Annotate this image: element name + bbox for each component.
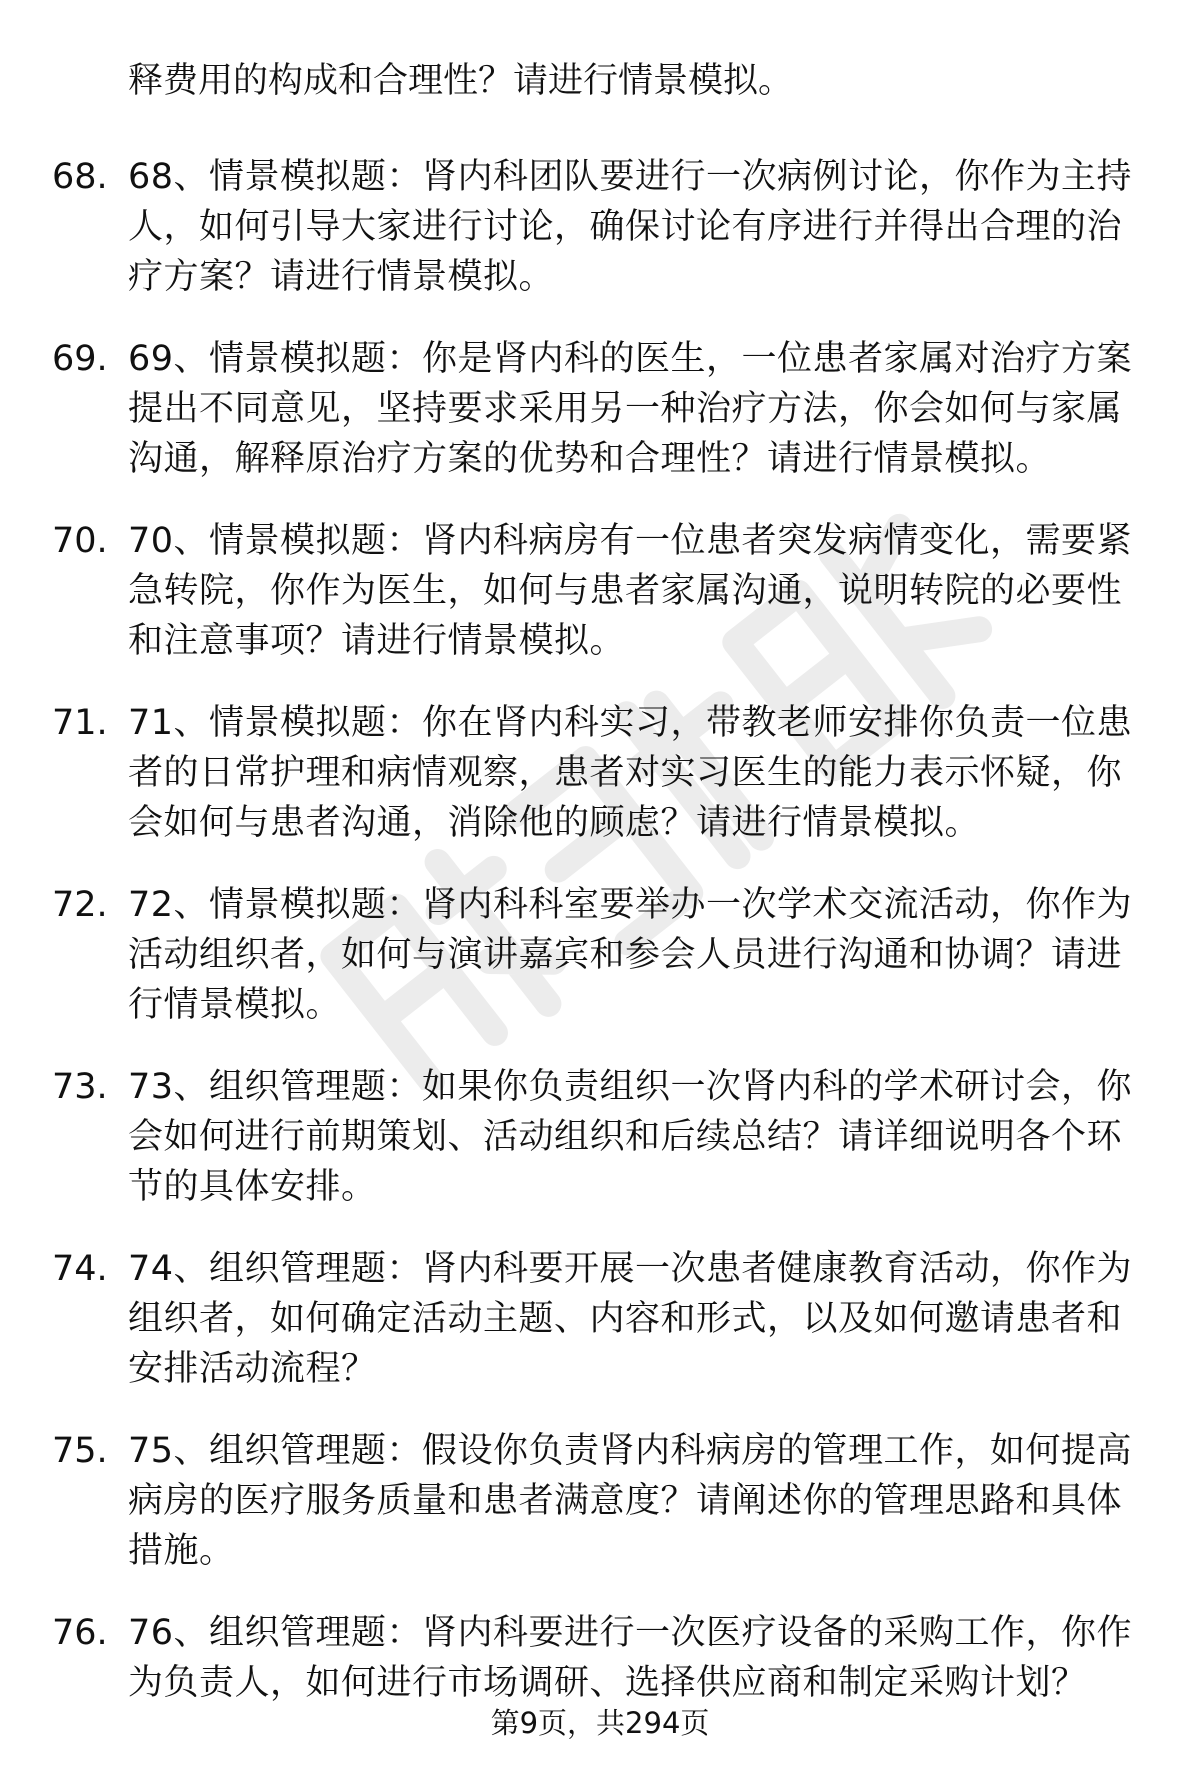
question-number: 69. [52,339,108,379]
list-item [0,1244,1200,1426]
list-item [0,152,1200,334]
question-text: 74、组织管理题：肾内科要开展一次患者健康教育活动，你作为组织者，如何确定活动主题、内容和形式，以及如何邀请患者和安排活动流程？ [128,1249,1133,1389]
question-number: 72. [52,885,108,925]
page-footer: 第9页，共294页 [490,1706,710,1740]
question-text: 72、情景模拟题：肾内科科室要举办一次学术交流活动，你作为活动组织者，如何与演讲嘉宾和参会人员进行沟通和协调？请进行情景模拟。 [128,885,1133,1025]
question-number: 76. [52,1613,108,1653]
question-number: 70. [52,521,108,561]
list-item [0,1062,1200,1244]
question-text: 76、组织管理题：肾内科要进行一次医疗设备的采购工作，你作为负责人，如何进行市场调研、选择供应商和制定采购计划？ [128,1613,1133,1703]
question-number: 71. [52,703,108,743]
list-item [0,698,1200,880]
question-text: 70、情景模拟题：肾内科病房有一位患者突发病情变化，需要紧急转院，你作为医生，如何与患者家属沟通，说明转院的必要性和注意事项？请进行情景模拟。 [128,521,1133,661]
previous-question-continuation: 释费用的构成和合理性？请进行情景模拟。 [128,61,794,101]
question-text: 68、情景模拟题：肾内科团队要进行一次病例讨论，你作为主持人，如何引导大家进行讨论，确保讨论有序进行并得出合理的治疗方案？请进行情景模拟。 [128,157,1133,297]
question-number: 74. [52,1249,108,1289]
question-number: 73. [52,1067,108,1107]
list-item [0,1426,1200,1608]
question-text: 71、情景模拟题：你在肾内科实习，带教老师安排你负责一位患者的日常护理和病情观察，患者对实习医生的能力表示怀疑，你会如何与患者沟通，消除他的顾虑？请进行情景模拟。 [128,703,1133,843]
question-text: 75、组织管理题：假设你负责肾内科病房的管理工作，如何提高病房的医疗服务质量和患者满意度？请阐述你的管理思路和具体措施。 [128,1431,1133,1571]
question-number: 68. [52,157,108,197]
question-number: 75. [52,1431,108,1471]
list-item [0,334,1200,516]
list-item [0,880,1200,1062]
question-text: 69、情景模拟题：你是肾内科的医生，一位患者家属对治疗方案提出不同意见，坚持要求采用另一种治疗方法，你会如何与家属沟通，解释原治疗方案的优势和合理性？请进行情景模拟。 [128,339,1133,479]
list-item [0,1608,1200,1790]
question-text: 73、组织管理题：如果你负责组织一次肾内科的学术研讨会，你会如何进行前期策划、活动组织和后续总结？请详细说明各个环节的具体安排。 [128,1067,1133,1207]
question-list [0,152,1200,1790]
list-item [0,516,1200,698]
